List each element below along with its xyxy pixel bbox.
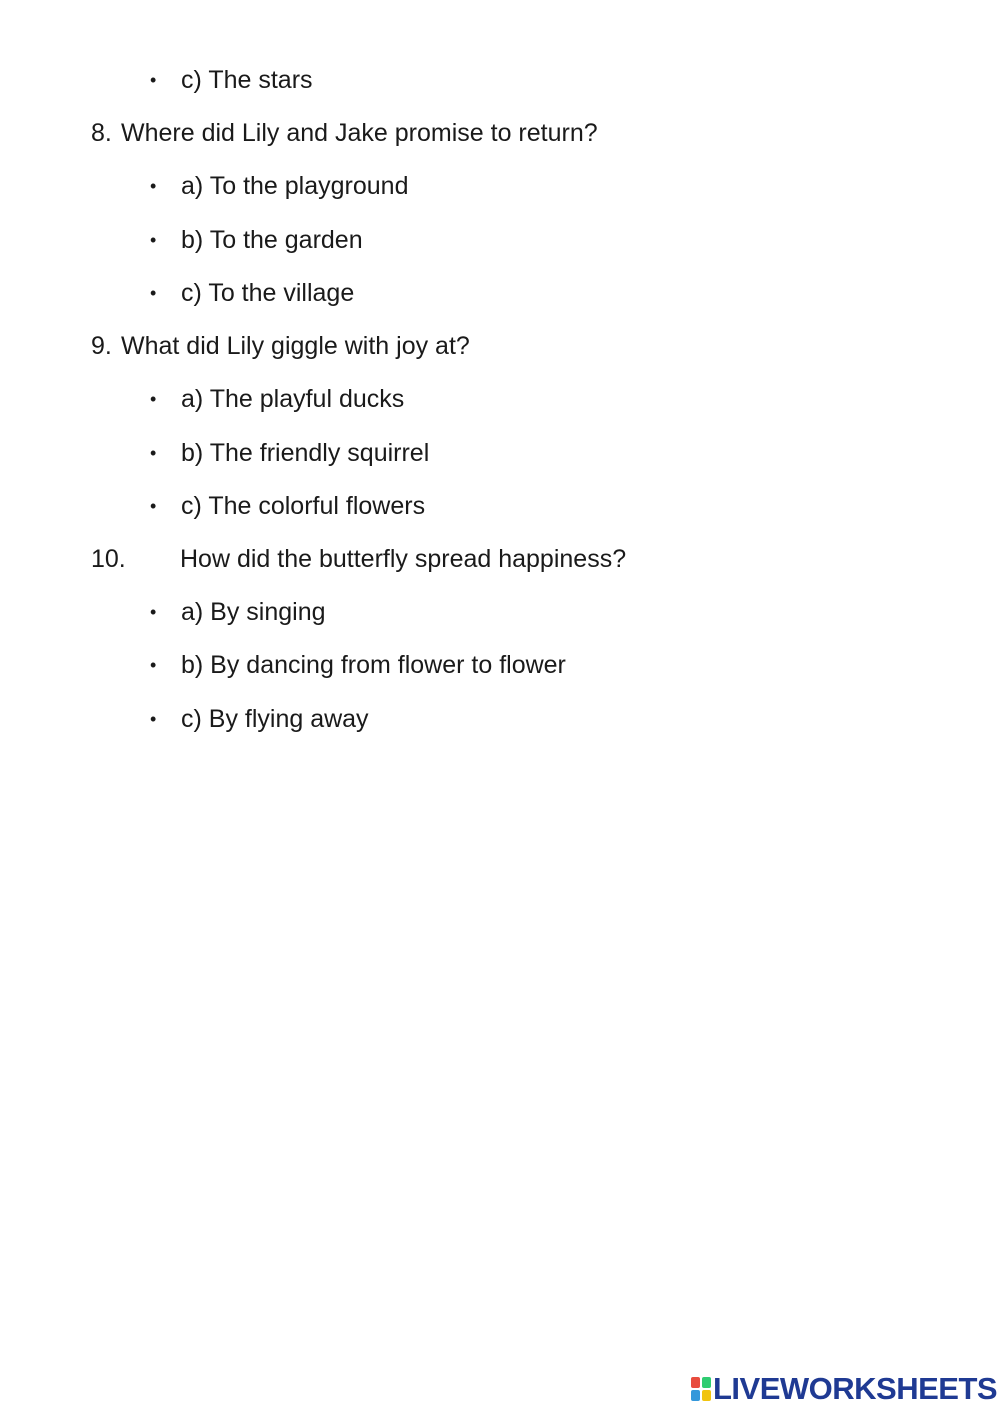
logo-square-green bbox=[702, 1377, 711, 1388]
question-text: How did the butterfly spread happiness? bbox=[180, 545, 627, 573]
option-text: c) The colorful flowers bbox=[181, 492, 426, 520]
logo-square-red bbox=[691, 1377, 700, 1388]
question-text: What did Lily giggle with joy at? bbox=[121, 332, 470, 360]
bullet-icon: • bbox=[150, 230, 157, 250]
bullet-icon: • bbox=[150, 70, 157, 90]
option-text: b) The friendly squirrel bbox=[181, 439, 430, 467]
option-text: c) The stars bbox=[181, 66, 313, 94]
option-text: a) By singing bbox=[181, 598, 326, 626]
logo-text: LIVEWORKSHEETS bbox=[713, 1371, 998, 1406]
option-text: c) To the village bbox=[181, 279, 355, 307]
logo-square-yellow bbox=[702, 1390, 711, 1401]
bullet-icon: • bbox=[150, 602, 157, 622]
bullet-icon: • bbox=[150, 709, 157, 729]
bullet-icon: • bbox=[150, 443, 157, 463]
option-text: b) By dancing from flower to flower bbox=[181, 651, 566, 679]
bullet-icon: • bbox=[150, 655, 157, 675]
question-number: 10. bbox=[91, 545, 126, 573]
bullet-icon: • bbox=[150, 283, 157, 303]
option-text: b) To the garden bbox=[181, 226, 363, 254]
liveworksheets-logo[interactable] bbox=[691, 1372, 997, 1406]
question-number: 9. bbox=[91, 332, 112, 360]
bullet-icon: • bbox=[150, 176, 157, 196]
option-text: c) By flying away bbox=[181, 705, 369, 733]
question-text: Where did Lily and Jake promise to return? bbox=[121, 119, 598, 147]
option-text: a) To the playground bbox=[181, 172, 409, 200]
logo-square-blue bbox=[691, 1390, 700, 1401]
bullet-icon: • bbox=[150, 496, 157, 516]
option-text: a) The playful ducks bbox=[181, 385, 405, 413]
bullet-icon: • bbox=[150, 389, 157, 409]
logo-mark-icon bbox=[691, 1377, 711, 1401]
question-number: 8. bbox=[91, 119, 112, 147]
